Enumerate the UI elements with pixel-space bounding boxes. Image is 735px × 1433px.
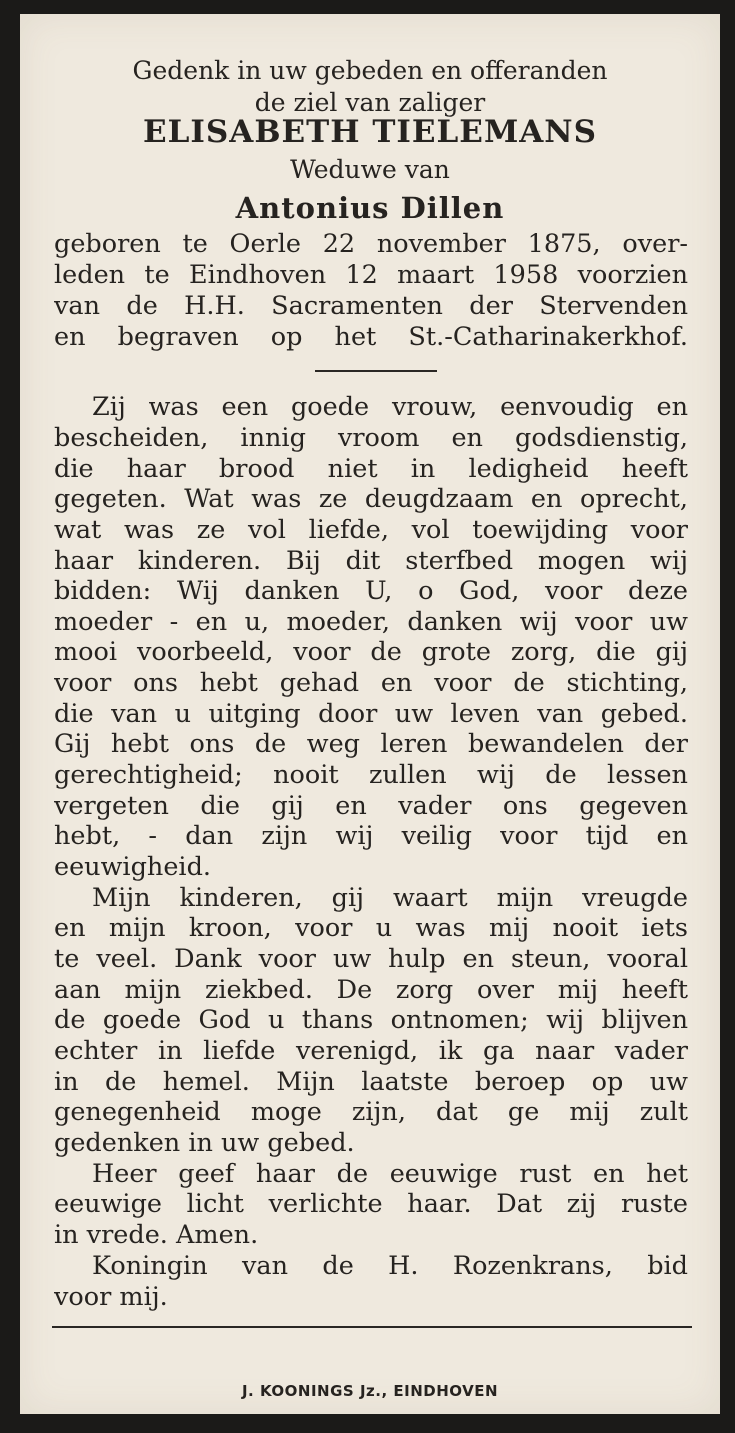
body-line: Mijn kinderen, gij waart mijn vreugde: [92, 883, 688, 913]
body-line: de goede God u thans ontnomen; wij blijven: [54, 1005, 688, 1035]
body-line: voor ons hebt gehad en voor de stichting,: [54, 668, 688, 698]
body-line: moeder - en u, moeder, danken wij voor uw: [54, 607, 688, 637]
body-line: wat was ze vol liefde, vol toewijding voor: [54, 515, 688, 545]
section-divider: [315, 370, 437, 372]
body-line: gegeten. Wat was ze deugdzaam en oprecht,: [54, 484, 688, 514]
header-line-2: de ziel van zaliger: [254, 88, 486, 117]
body-line: Zij was een goede vrouw, eenvoudig en: [92, 392, 688, 422]
body-line: Heer geef haar de eeuwige rust en het: [92, 1159, 688, 1189]
memorial-card: [20, 14, 720, 1414]
body-line: eeuwige licht verlichte haar. Dat zij ruste: [54, 1189, 688, 1219]
body-line: in de hemel. Mijn laatste beroep op uw: [54, 1067, 688, 1097]
body-line: hebt, - dan zijn wij veilig voor tijd en: [54, 821, 688, 851]
relation-label: Weduwe van: [290, 155, 450, 184]
body-line: en mijn kroon, voor u was mij nooit iets: [54, 913, 688, 943]
deceased-name: ELISABETH TIELEMANS: [142, 114, 598, 150]
body-line: Koningin van de H. Rozenkrans, bid: [92, 1251, 688, 1281]
body-line: gerechtigheid; nooit zullen wij de lessen: [54, 760, 688, 790]
body-line: haar kinderen. Bij dit sterfbed mogen wij: [54, 546, 688, 576]
spouse-name: Antonius Dillen: [235, 191, 505, 225]
body-line: bescheiden, innig vroom en godsdienstig,: [54, 423, 688, 453]
body-line: aan mijn ziekbed. De zorg over mij heeft: [54, 975, 688, 1005]
biography-line: leden te Eindhoven 12 maart 1958 voorzien: [54, 260, 688, 290]
printer-imprint: J. KOONINGS Jz., EINDHOVEN: [241, 1382, 499, 1400]
body-line: die van u uitging door uw leven van gebed.: [54, 699, 688, 729]
body-line: gedenken in uw gebed.: [54, 1128, 355, 1158]
biography-line: en begraven op het St.-Catharinakerkhof.: [54, 322, 688, 352]
body-line: die haar brood niet in ledigheid heeft: [54, 454, 688, 484]
body-line: echter in liefde verenigd, ik ga naar vader: [54, 1036, 688, 1066]
biography-line: van de H.H. Sacramenten der Stervenden: [54, 291, 688, 321]
body-line: Gij hebt ons de weg leren bewandelen der: [54, 729, 688, 759]
body-line: in vrede. Amen.: [54, 1220, 259, 1250]
body-line: mooi voorbeeld, voor de grote zorg, die gij: [54, 637, 688, 667]
biography-line: geboren te Oerle 22 november 1875, over-: [54, 229, 688, 259]
body-line: voor mij.: [54, 1282, 168, 1312]
body-line: te veel. Dank voor uw hulp en steun, vooral: [54, 944, 688, 974]
body-line: genegenheid moge zijn, dat ge mij zult: [54, 1097, 688, 1127]
bottom-rule: [52, 1326, 692, 1328]
header-line-1: Gedenk in uw gebeden en offeranden: [132, 56, 608, 85]
body-line: eeuwigheid.: [54, 852, 212, 882]
body-line: bidden: Wij danken U, o God, voor deze: [54, 576, 688, 606]
body-line: vergeten die gij en vader ons gegeven: [54, 791, 688, 821]
